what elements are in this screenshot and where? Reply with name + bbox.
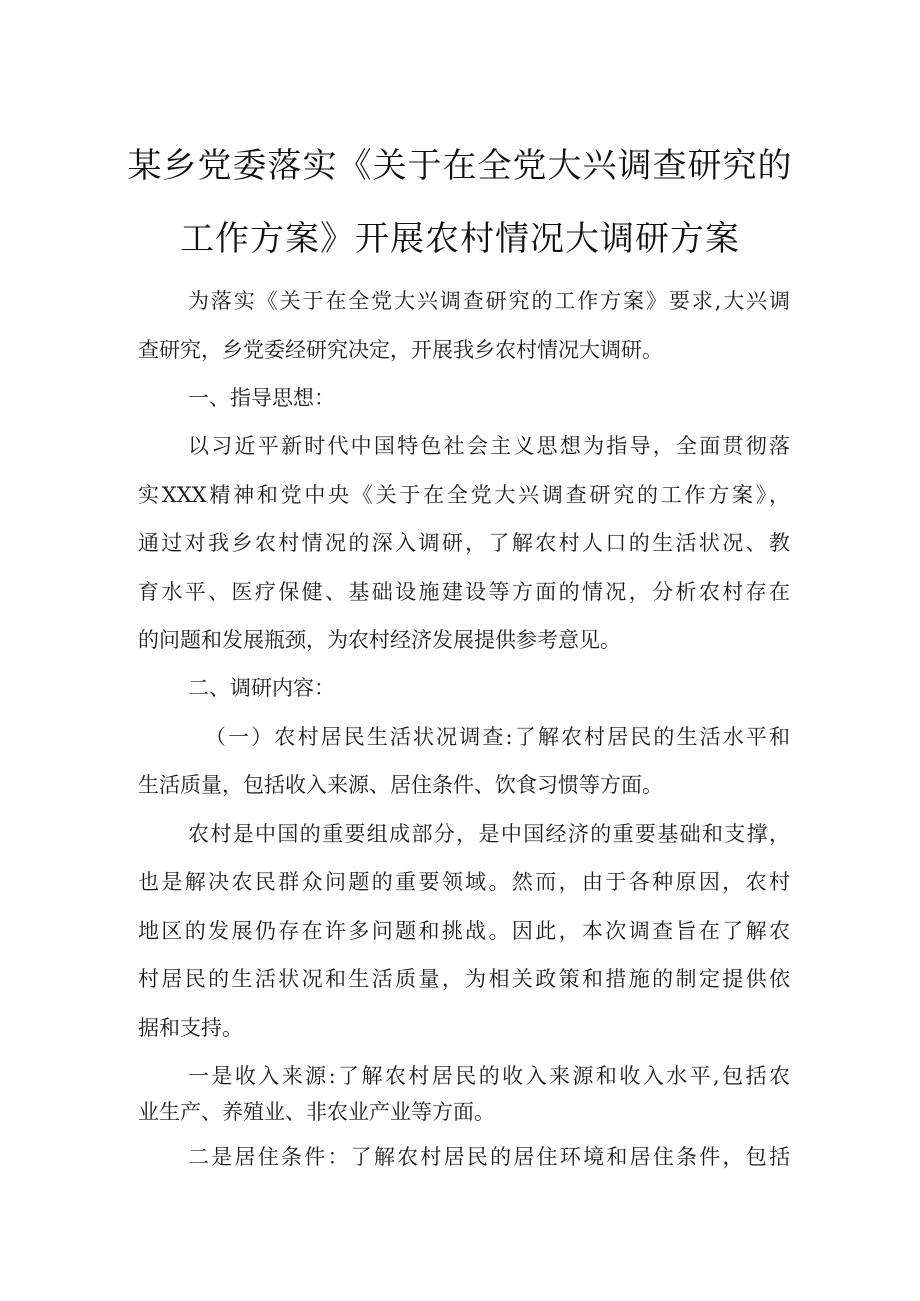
body-line: 查研究，乡党委经研究决定，开展我乡农村情况大调研。 — [138, 338, 663, 362]
body-line: 业生产、养殖业、非农业产业等方面。 — [138, 1100, 495, 1124]
body-line: 据和支持。 — [138, 1016, 243, 1040]
body-line: 通过对我乡农村情况的深入调研，了解农村人口的生活状况、教 — [138, 531, 790, 555]
body-line: 育水平、医疗保健、基础设施建设等方面的情况，分析农村存在 — [138, 580, 790, 604]
body-line: 的问题和发展瓶颈，为农村经济发展提供参考意见。 — [138, 628, 621, 652]
body-line: 二是居住条件：了解农村居民的居住环境和居住条件，包括 — [188, 1145, 790, 1169]
section-heading: 一、指导思想： — [188, 386, 335, 410]
body-line: 一是收入来源:了解农村居民的收入来源和收入水平,包括农 — [188, 1064, 790, 1088]
section-heading: 二、调研内容： — [188, 676, 335, 700]
body-line: 地区的发展仍存在许多问题和挑战。因此，本次调查旨在了解农 — [138, 919, 790, 943]
body-line: 也是解决农民群众问题的重要领域。然而，由于各种原因，农村 — [138, 870, 790, 894]
body-line: 实XXX精神和党中央《关于在全党大兴调查研究的工作方案》， — [138, 483, 790, 507]
body-line: 为落实《关于在全党大兴调查研究的工作方案》要求,大兴调 — [188, 289, 790, 313]
body-line: 生活质量，包括收入来源、居住条件、饮食习惯等方面。 — [138, 773, 663, 797]
body-line: 以习近平新时代中国特色社会主义思想为指导，全面贯彻落 — [188, 434, 790, 458]
document-title-line-1: 某乡党委落实《关于在全党大兴调查研究的 — [127, 146, 793, 186]
body-line: 农村是中国的重要组成部分，是中国经济的重要基础和支撑， — [188, 822, 790, 846]
document-title-line-2: 工作方案》开展农村情况大调研方案 — [180, 219, 740, 259]
body-line: （一）农村居民生活状况调查:了解农村居民的生活水平和 — [205, 725, 790, 749]
body-line: 村居民的生活状况和生活质量，为相关政策和措施的制定提供依 — [138, 967, 790, 991]
